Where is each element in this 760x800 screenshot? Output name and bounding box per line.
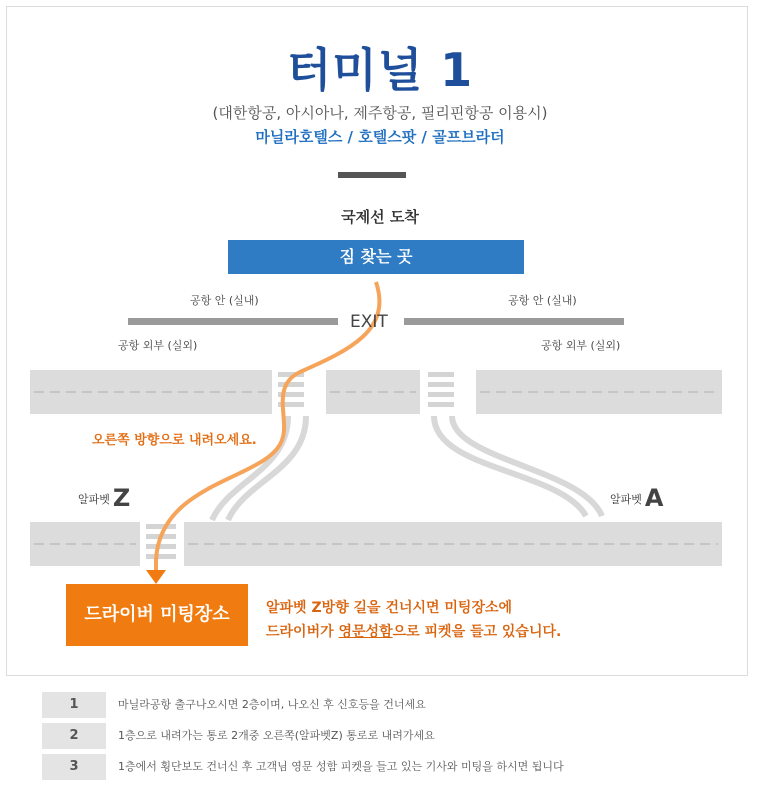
- hotel-brands: 마닐라호텔스 / 호텔스팟 / 골프브라더: [255, 128, 505, 146]
- baggage-claim-box: 짐 찾는 곳: [228, 240, 524, 274]
- alphabet-z-prefix: 알파벳: [78, 493, 110, 506]
- upper-crosswalk-right: [428, 372, 454, 407]
- english-name-highlight: 영문성함: [338, 624, 393, 640]
- step-text: 1층에서 횡단보도 건너신 후 고객님 영문 성함 피켓을 들고 있는 기사와 미팅을 하시면 됩니다: [118, 760, 564, 773]
- step-row: [42, 754, 732, 780]
- airlines-subtitle: (대한항공, 아시아나, 제주항공, 필리핀항공 이용시): [212, 104, 548, 122]
- meeting-desc-line1: 알파벳 Z방향 길을 건너시면 미팅장소에: [266, 600, 513, 616]
- boundary-line-left: [128, 318, 338, 325]
- step-number: 3: [42, 754, 106, 780]
- instruction-steps: [42, 692, 732, 785]
- exit-label: EXIT: [350, 312, 388, 332]
- lower-road: [30, 522, 722, 566]
- alphabet-a-label: [610, 484, 663, 512]
- step-row: [42, 723, 732, 749]
- alphabet-z-label: [78, 484, 130, 512]
- meeting-desc-line2-pre: 드라이버가: [266, 624, 339, 640]
- alphabet-z-letter: Z: [112, 484, 131, 512]
- meeting-desc-line2-post: 으로 피켓을 들고 있습니다.: [392, 624, 562, 640]
- arrival-label: 국제선 도착: [341, 208, 419, 226]
- meeting-desc-line2: [266, 620, 561, 644]
- step-number: 1: [42, 692, 106, 718]
- alphabet-a-letter: A: [644, 484, 664, 512]
- outdoor-label-left: 공항 외부 (실외): [118, 339, 198, 352]
- page-title: 터미널 1: [286, 43, 474, 97]
- outdoor-label-right: 공항 외부 (실외): [541, 339, 621, 352]
- step-row: [42, 692, 732, 718]
- ramp-right: [434, 416, 602, 516]
- step-number: 2: [42, 723, 106, 749]
- step-text: 마닐라공항 출구나오시면 2층이며, 나오신 후 신호등을 건너세요: [118, 698, 426, 711]
- boundary-line-right: [404, 318, 624, 325]
- upper-road: [30, 370, 722, 414]
- meeting-description: [266, 596, 561, 644]
- alphabet-a-prefix: 알파벳: [610, 493, 642, 506]
- route-arrowhead: [146, 570, 166, 584]
- step-text: 1층으로 내려가는 통로 2개중 오른쪽(알파벳Z) 통로로 내려가세요: [118, 729, 435, 742]
- indoor-label-left: 공항 안 (실내): [190, 294, 259, 307]
- meeting-place-box: 드라이버 미팅장소: [66, 584, 248, 646]
- indoor-label-right: 공항 안 (실내): [508, 294, 577, 307]
- direction-note: 오른쪽 방향으로 내려오세요.: [92, 433, 257, 448]
